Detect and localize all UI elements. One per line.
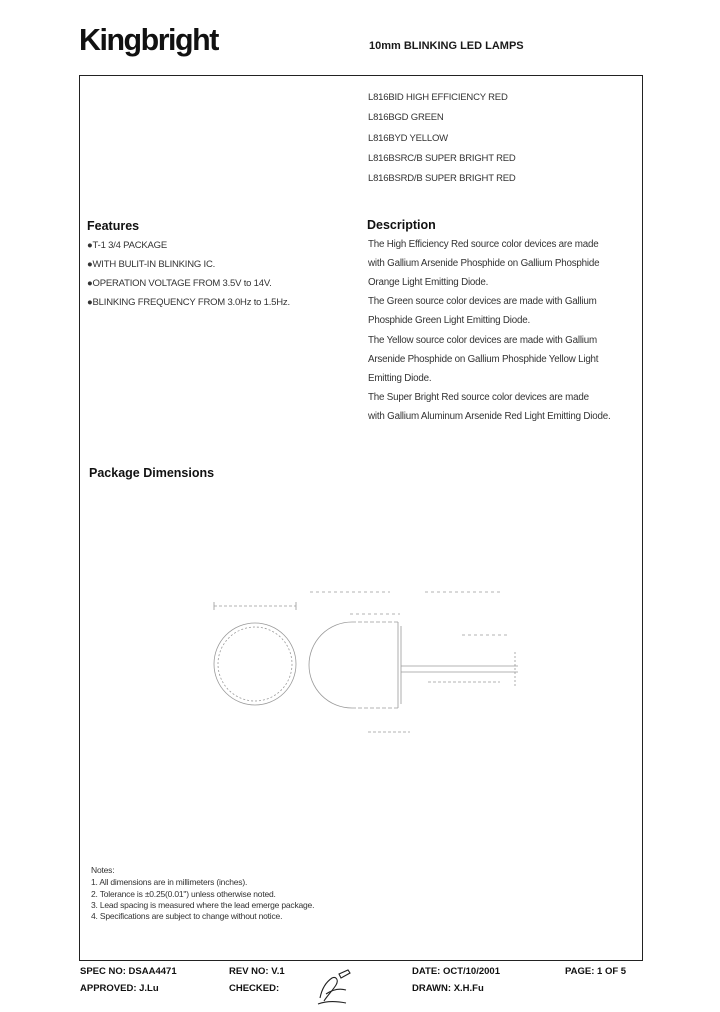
package-dimensions-heading: Package Dimensions [89, 466, 215, 480]
description-line: Orange Light Emitting Diode. [368, 277, 489, 288]
feature-item: ●BLINKING FREQUENCY FROM 3.0Hz to 1.5Hz. [87, 297, 290, 308]
note-item: 3. Lead spacing is measured where the lead emerge package. [91, 900, 315, 910]
description-line: Phosphide Green Light Emitting Diode. [368, 315, 530, 326]
description-line: The High Efficiency Red source color devices are made [368, 239, 599, 250]
part-number-2: L816BGD GREEN [368, 112, 444, 123]
kingbright-logo: Kingbright [79, 22, 218, 57]
description-line: with Gallium Aluminum Arsenide Red Light Emitting Diode. [368, 411, 611, 422]
drawn-by: DRAWN: X.H.Fu [412, 983, 484, 994]
led-front-view-outer [214, 623, 296, 705]
led-side-dome [309, 622, 352, 708]
checked-signature [312, 968, 354, 1008]
features-heading: Features [87, 219, 140, 233]
document-date: DATE: OCT/10/2001 [412, 966, 500, 977]
description-heading: Description [367, 218, 436, 232]
page-number: PAGE: 1 OF 5 [565, 966, 627, 977]
feature-item: ●WITH BULIT-IN BLINKING IC. [87, 259, 216, 270]
note-item: 4. Specifications are subject to change without notice. [91, 911, 283, 921]
notes-heading: Notes: [91, 865, 115, 875]
package-dimension-drawing [200, 580, 540, 740]
document-title: 10mm BLINKING LED LAMPS [369, 40, 524, 52]
led-front-view-inner [218, 627, 292, 701]
description-line: The Green source color devices are made with Gallium [368, 296, 597, 307]
description-line: The Super Bright Red source color devices are made [368, 392, 589, 403]
checked-by: CHECKED: [229, 983, 280, 994]
description-line: Arsenide Phosphide on Gallium Phosphide Yellow Light [368, 354, 599, 365]
part-number-1: L816BID HIGH EFFICIENCY RED [368, 92, 508, 103]
feature-item: ●OPERATION VOLTAGE FROM 3.5V to 14V. [87, 278, 272, 289]
description-line: The Yellow source color devices are made with Gallium [368, 335, 597, 346]
part-number-3: L816BYD YELLOW [368, 133, 448, 144]
content-frame [79, 75, 643, 961]
note-item: 2. Tolerance is ±0.25(0.01") unless otherwise noted. [91, 889, 276, 899]
part-number-4: L816BSRC/B SUPER BRIGHT RED [368, 153, 516, 164]
note-item: 1. All dimensions are in millimeters (inches). [91, 877, 248, 887]
feature-item: ●T-1 3/4 PACKAGE [87, 240, 167, 251]
approved-by: APPROVED: J.Lu [80, 983, 159, 994]
description-line: Emitting Diode. [368, 373, 432, 384]
revision-number: REV NO: V.1 [229, 966, 285, 977]
part-number-5: L816BSRD/B SUPER BRIGHT RED [368, 173, 516, 184]
spec-number: SPEC NO: DSAA4471 [80, 966, 177, 977]
description-line: with Gallium Arsenide Phosphide on Gallium Phosphide [368, 258, 600, 269]
